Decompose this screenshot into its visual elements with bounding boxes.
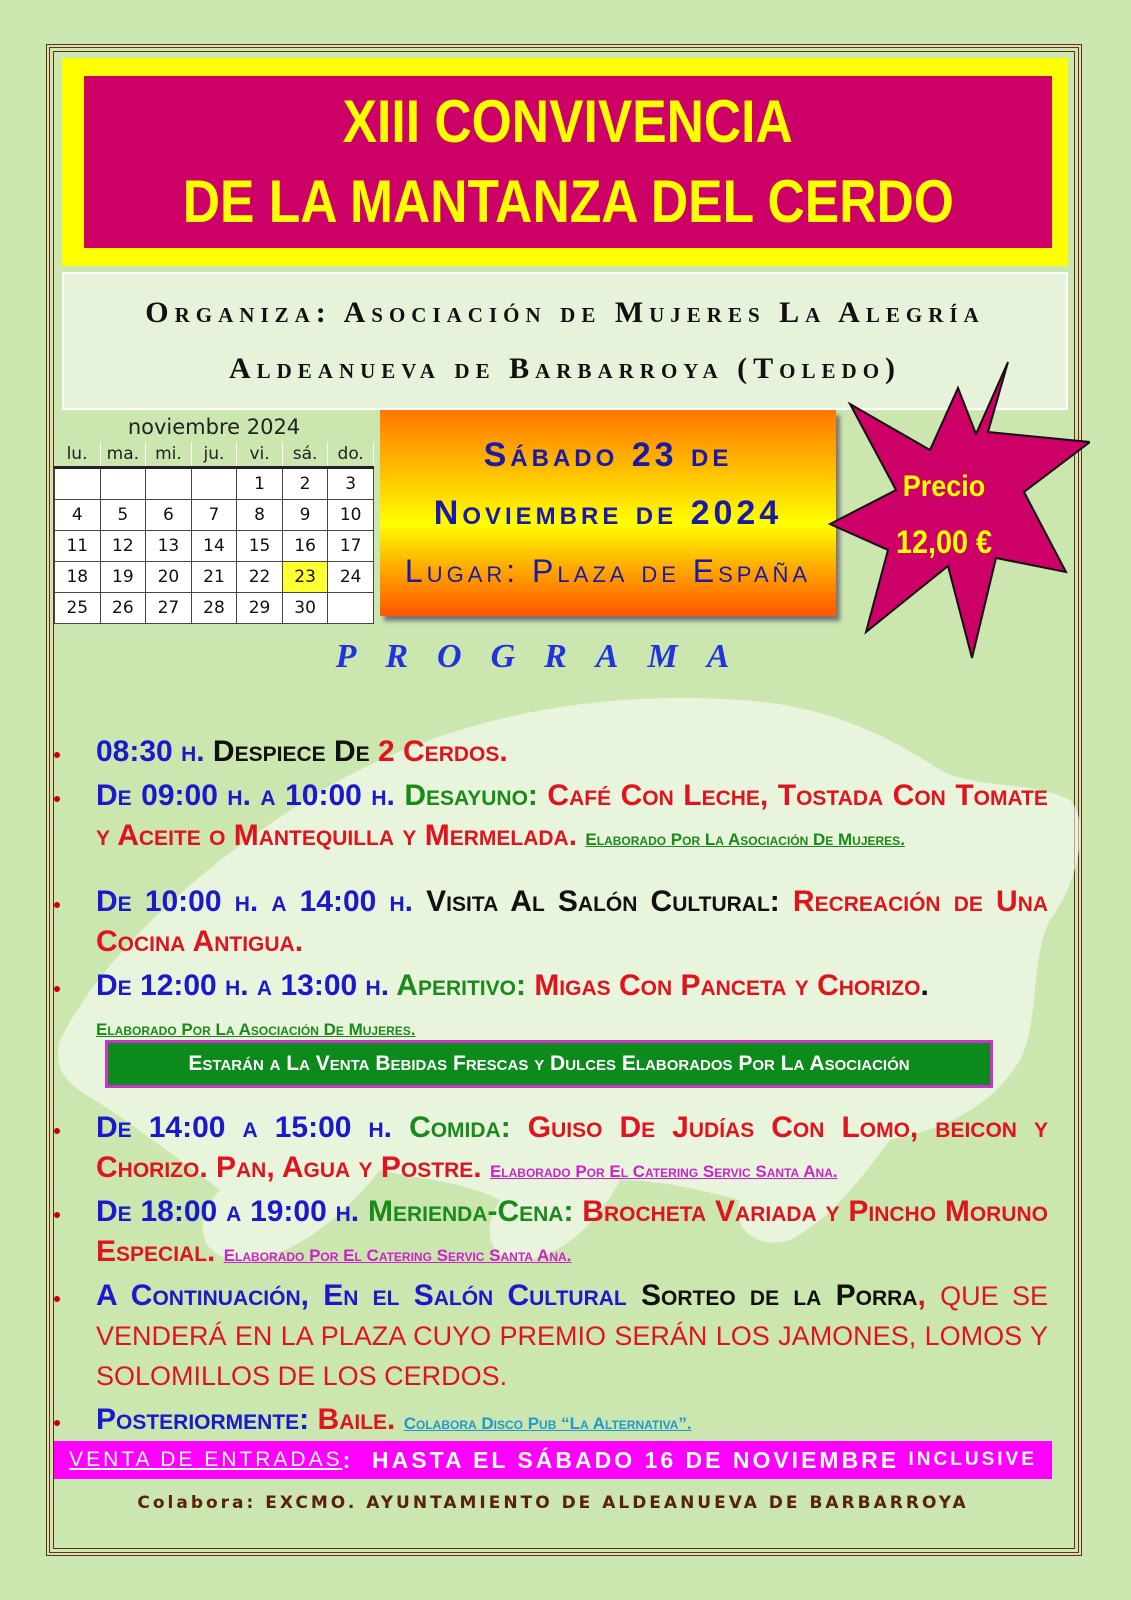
ticket-sale-banner: VENTA DE ENTRADAS : HASTA EL SÁBADO 16 DE NOVIEMBRE INCLUSIVE bbox=[54, 1441, 1052, 1479]
item-time-prefix: De bbox=[96, 1111, 132, 1144]
ticket-label: VENTA DE ENTRADAS bbox=[69, 1448, 343, 1471]
organizer-line-2: Aldeanueva de Barbarroya (Toledo) bbox=[228, 352, 902, 385]
calendar-day-cell: 10 bbox=[328, 500, 374, 531]
date-box bbox=[380, 410, 836, 616]
ticket-until: HASTA EL SÁBADO 16 DE NOVIEMBRE bbox=[372, 1446, 900, 1473]
calendar-day-cell: 25 bbox=[55, 593, 101, 624]
item-time-end: 10:00 bbox=[285, 779, 362, 812]
item-desc: Recreación de Una Cocina Antigua. bbox=[96, 885, 1049, 958]
item-number: 2 bbox=[377, 735, 395, 768]
price-label-box bbox=[862, 460, 1026, 570]
item-time: 08:30 h. bbox=[96, 735, 205, 768]
calendar-day-cell bbox=[100, 468, 146, 500]
item-label: Despiece De bbox=[212, 735, 370, 768]
calendar-week-row bbox=[55, 531, 374, 562]
calendar-day-cell: 26 bbox=[100, 593, 146, 624]
item-note: Elaborado Por El Catering Servic Santa Ana. bbox=[223, 1246, 572, 1265]
calendar-day-cell: 24 bbox=[328, 562, 374, 593]
calendar-day-cell: 12 bbox=[100, 531, 146, 562]
item-time-end: 19:00 bbox=[250, 1195, 327, 1228]
item-time-end: 14:00 bbox=[299, 885, 377, 918]
item-time-suffix: h. bbox=[371, 779, 395, 812]
footer-text: EXCMO. AYUNTAMIENTO DE ALDEANUEVA DE BARBARROYA bbox=[265, 1493, 969, 1513]
calendar bbox=[54, 412, 374, 624]
item-time-suffix: h. bbox=[365, 969, 390, 1002]
calendar-title: noviembre 2024 bbox=[127, 415, 301, 439]
item-time-start: 18:00 bbox=[140, 1195, 218, 1228]
calendar-header-cell: do. bbox=[328, 442, 374, 468]
calendar-header-cell: mi. bbox=[146, 442, 192, 468]
item-time-suffix: h. bbox=[389, 885, 414, 918]
calendar-day-cell: 19 bbox=[100, 562, 146, 593]
program-item-text bbox=[96, 1400, 1048, 1444]
item-label: Visita Al Salón Cultural: bbox=[426, 885, 780, 918]
item-label: Aperitivo: bbox=[396, 969, 526, 1002]
programa-heading: PROGRAMA bbox=[335, 638, 759, 675]
calendar-header-cell: ma. bbox=[100, 442, 146, 468]
bullet-icon bbox=[54, 1212, 60, 1218]
title-line-2: DE LA MANTANZA DEL CERDO bbox=[182, 168, 954, 235]
price-label: Precio bbox=[902, 470, 986, 503]
calendar-body bbox=[55, 468, 374, 624]
item-label: Posteriormente: bbox=[96, 1403, 310, 1436]
calendar-grid bbox=[54, 442, 374, 624]
event-date-line-2: Noviembre de 2024 bbox=[433, 494, 783, 532]
calendar-day-cell: 2 bbox=[282, 468, 328, 500]
calendar-day-cell bbox=[146, 468, 192, 500]
calendar-day-cell: 18 bbox=[55, 562, 101, 593]
price-value: 12,00 € bbox=[895, 524, 993, 560]
calendar-day-cell: 30 bbox=[282, 593, 328, 624]
calendar-day-cell: 7 bbox=[191, 500, 237, 531]
item-time-sep: h. a bbox=[227, 779, 276, 812]
calendar-day-cell: 27 bbox=[146, 593, 192, 624]
bullet-icon bbox=[54, 796, 60, 802]
calendar-header-row bbox=[55, 442, 374, 468]
program-item-text: A Continuación, En el Salón Cultural Sorteo de la Porra, QUE SE VENDERÁ EN LA PLAZA CUYO PREMIO SERÁN LOS JAMONES, LOMOS Y SOLOMILLOS DE LOS CERDOS. bbox=[96, 1279, 1049, 1391]
calendar-day-cell: 15 bbox=[237, 531, 283, 562]
calendar-day-cell: 29 bbox=[237, 593, 283, 624]
bullet-icon bbox=[54, 986, 60, 992]
calendar-day-cell: 11 bbox=[55, 531, 101, 562]
item-intro: A Continuación, En el Salón Cultural bbox=[96, 1279, 627, 1312]
calendar-day-cell: 6 bbox=[146, 500, 192, 531]
calendar-day-cell: 8 bbox=[237, 500, 283, 531]
item-desc: Guiso De Judías Con Lomo, beicon y Chorizo. Pan, Agua y Postre. bbox=[96, 1111, 1049, 1184]
item-time-sep: a bbox=[226, 1195, 242, 1228]
item-time-prefix: De bbox=[96, 1195, 132, 1228]
calendar-day-cell: 20 bbox=[146, 562, 192, 593]
item-time-end: 13:00 bbox=[280, 969, 358, 1002]
item-time-sep: h. a bbox=[234, 885, 287, 918]
bullet-icon bbox=[54, 902, 60, 908]
footer-prefix: Colabora: bbox=[137, 1493, 257, 1513]
bullet-icon bbox=[54, 1296, 60, 1302]
footer-sponsor bbox=[54, 1488, 1052, 1518]
item-time-prefix: De bbox=[96, 779, 132, 812]
item-desc: Migas Con Panceta y Chorizo bbox=[534, 969, 921, 1002]
item-time-sep: h. a bbox=[225, 969, 273, 1002]
calendar-day-cell: 1 bbox=[237, 468, 283, 500]
item-time-start: 10:00 bbox=[144, 885, 222, 918]
calendar-week-row bbox=[55, 500, 374, 531]
calendar-week-row bbox=[55, 593, 374, 624]
calendar-day-cell: 16 bbox=[282, 531, 328, 562]
title-box bbox=[84, 76, 1052, 248]
calendar-header-cell: sá. bbox=[282, 442, 328, 468]
item-desc: Café Con Leche, Tostada Con Tomate y Aceite o Mantequilla y Mermelada. bbox=[96, 779, 1048, 852]
program-item-text bbox=[96, 776, 1048, 860]
item-note: Elaborado Por La Asociación De Mujeres. bbox=[96, 1020, 416, 1039]
item-time-prefix: De bbox=[96, 969, 132, 1002]
program-item-text bbox=[96, 1108, 1048, 1192]
program-item-text bbox=[96, 732, 1048, 772]
item-time-suffix: h. bbox=[335, 1195, 360, 1228]
calendar-day-cell: 28 bbox=[191, 593, 237, 624]
program-item-text: De 12:00 h. a 13:00 h. Aperitivo: Migas Con Panceta y Chorizo. Elaborado Por La Asociación De Mujeres. bbox=[96, 969, 929, 1039]
item-time-sep: a bbox=[242, 1111, 258, 1144]
calendar-day-cell: 9 bbox=[282, 500, 328, 531]
calendar-day-cell bbox=[55, 468, 101, 500]
calendar-week-row bbox=[55, 468, 374, 500]
item-label: Sorteo de la Porra bbox=[641, 1279, 918, 1312]
calendar-header-cell: ju. bbox=[191, 442, 237, 468]
calendar-day-cell bbox=[328, 593, 374, 624]
item-desc: Brocheta Variada y Pincho Moruno Especial. bbox=[96, 1195, 1048, 1268]
item-label: Comida: bbox=[409, 1111, 511, 1144]
event-date-line-1: Sábado 23 de bbox=[483, 436, 733, 474]
item-time-start: 14:00 bbox=[148, 1111, 226, 1144]
item-label: Merienda-Cena: bbox=[367, 1195, 574, 1228]
item-note: Colabora Disco Pub “La Alternativa”. bbox=[403, 1414, 692, 1433]
item-time-suffix: h. bbox=[368, 1111, 393, 1144]
program-item-text bbox=[96, 882, 1048, 962]
item-time-start: 09:00 bbox=[141, 779, 218, 812]
calendar-day-cell: 17 bbox=[328, 531, 374, 562]
title-line-1: XIII CONVIVENCIA bbox=[342, 88, 794, 155]
calendar-day-cell: 23 bbox=[282, 562, 328, 593]
item-desc: Baile. bbox=[317, 1403, 396, 1436]
program-item-text bbox=[96, 1192, 1048, 1276]
item-time-start: 12:00 bbox=[140, 969, 217, 1002]
event-place: Lugar: Plaza de España bbox=[404, 553, 812, 589]
item-time-prefix: De bbox=[96, 885, 132, 918]
item-note: Elaborado Por La Asociación De Mujeres. bbox=[585, 830, 905, 849]
calendar-day-cell: 21 bbox=[191, 562, 237, 593]
bullet-icon bbox=[54, 1128, 60, 1134]
calendar-header-cell: vi. bbox=[237, 442, 283, 468]
organizer-line-1: Organiza: Asociación de Mujeres La Alegría bbox=[145, 296, 985, 329]
ticket-suffix: INCLUSIVE bbox=[908, 1449, 1037, 1470]
calendar-week-row bbox=[55, 562, 374, 593]
item-label: Desayuno: bbox=[404, 779, 538, 812]
calendar-header-cell: lu. bbox=[55, 442, 101, 468]
calendar-day-cell: 14 bbox=[191, 531, 237, 562]
calendar-day-cell: 13 bbox=[146, 531, 192, 562]
item-note: Elaborado Por El Catering Servic Santa Ana. bbox=[489, 1162, 838, 1181]
calendar-day-cell: 4 bbox=[55, 500, 101, 531]
sale-banner: Estarán a La Venta Bebidas Frescas y Dulces Elaborados Por La Asociación bbox=[105, 1040, 993, 1088]
calendar-day-cell: 22 bbox=[237, 562, 283, 593]
item-time-end: 15:00 bbox=[274, 1111, 352, 1144]
bullet-icon bbox=[54, 1420, 60, 1426]
calendar-day-cell: 3 bbox=[328, 468, 374, 500]
bullet-icon bbox=[54, 752, 60, 758]
item-desc: QUE SE VENDERÁ EN LA PLAZA CUYO PREMIO SERÁN LOS JAMONES, LOMOS Y SOLOMILLOS DE LOS CERDOS. bbox=[96, 1281, 1049, 1391]
item-desc: Cerdos. bbox=[403, 735, 508, 768]
calendar-day-cell bbox=[191, 468, 237, 500]
calendar-day-cell: 5 bbox=[100, 500, 146, 531]
